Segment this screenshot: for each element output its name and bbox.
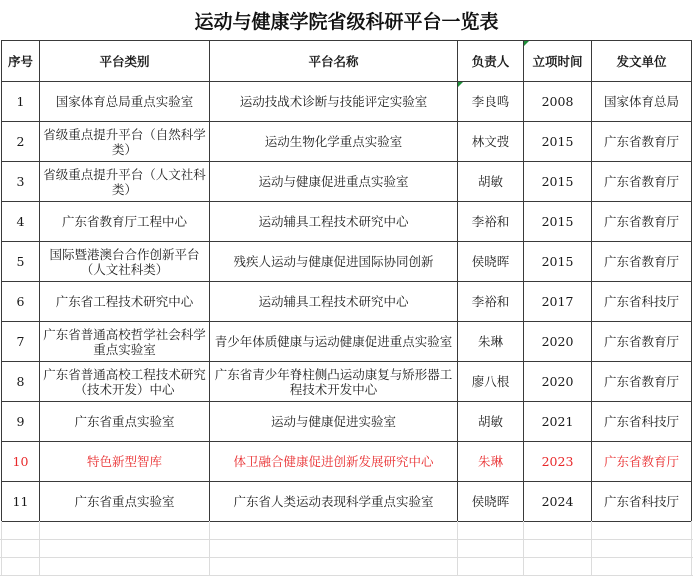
cell-issuer: 广东省科技厅 xyxy=(592,482,692,522)
table-row xyxy=(2,242,692,282)
cell-issuer: 广东省科技厅 xyxy=(592,402,692,442)
header-issuer: 发文单位 xyxy=(592,41,692,82)
table-row xyxy=(2,82,692,122)
cell-name: 运动生物化学重点实验室 xyxy=(210,122,458,162)
cell-year: 2015 xyxy=(524,202,592,242)
cell-leader: 李裕和 xyxy=(458,202,524,242)
cell-no: 11 xyxy=(2,482,40,522)
table-row xyxy=(2,162,692,202)
page-title: 运动与健康学院省级科研平台一览表 xyxy=(194,10,499,33)
cell-no: 8 xyxy=(2,362,40,402)
cell-year: 2020 xyxy=(524,362,592,402)
cell-no: 4 xyxy=(2,202,40,242)
cell-leader: 侯晓晖 xyxy=(458,482,524,522)
cell-category: 国际暨港澳台合作创新平台（人文社科类） xyxy=(40,242,210,282)
table-row xyxy=(2,282,692,322)
cell-no: 9 xyxy=(2,402,40,442)
cell-year: 2015 xyxy=(524,122,592,162)
cell-leader: 朱琳 xyxy=(458,322,524,362)
cell-category: 广东省普通高校工程技术研究（技术开发）中心 xyxy=(40,362,210,402)
cell-leader: 胡敏 xyxy=(458,162,524,202)
cell-no: 2 xyxy=(2,122,40,162)
cell-year: 2015 xyxy=(524,162,592,202)
cell-name: 运动技战术诊断与技能评定实验室 xyxy=(210,82,458,122)
header-leader: 负责人 xyxy=(458,41,524,82)
cell-issuer: 国家体育总局 xyxy=(592,82,692,122)
cell-year: 2021 xyxy=(524,402,592,442)
cell-issuer: 广东省教育厅 xyxy=(592,162,692,202)
cell-year: 2017 xyxy=(524,282,592,322)
cell-name: 运动与健康促进实验室 xyxy=(210,402,458,442)
cell-year: 2024 xyxy=(524,482,592,522)
cell-issuer: 广东省教育厅 xyxy=(592,122,692,162)
cell-issuer: 广东省科技厅 xyxy=(592,282,692,322)
cell-leader: 李良鸣 xyxy=(458,82,524,122)
header-category: 平台类别 xyxy=(40,41,210,82)
cell-leader: 廖八根 xyxy=(458,362,524,402)
cell-issuer: 广东省教育厅 xyxy=(592,202,692,242)
cell-name: 运动辅具工程技术研究中心 xyxy=(210,282,458,322)
cell-leader: 李裕和 xyxy=(458,282,524,322)
cell-year: 2020 xyxy=(524,322,592,362)
cell-year: 2008 xyxy=(524,82,592,122)
table-row xyxy=(2,442,692,482)
table-row xyxy=(2,362,692,402)
cell-category: 广东省重点实验室 xyxy=(40,482,210,522)
cell-name: 运动与健康促进重点实验室 xyxy=(210,162,458,202)
header-year: 立项时间 xyxy=(524,41,592,82)
cell-year: 2015 xyxy=(524,242,592,282)
cell-category: 省级重点提升平台（人文社科类） xyxy=(40,162,210,202)
cell-leader: 朱琳 xyxy=(458,442,524,482)
cell-category: 省级重点提升平台（自然科学类） xyxy=(40,122,210,162)
cell-issuer: 广东省教育厅 xyxy=(592,242,692,282)
cell-name: 体卫融合健康促进创新发展研究中心 xyxy=(210,442,458,482)
cell-category: 广东省工程技术研究中心 xyxy=(40,282,210,322)
cell-no: 1 xyxy=(2,82,40,122)
cell-issuer: 广东省教育厅 xyxy=(592,322,692,362)
cell-category: 国家体育总局重点实验室 xyxy=(40,82,210,122)
table-row xyxy=(2,322,692,362)
cell-leader: 侯晓晖 xyxy=(458,242,524,282)
header-no: 序号 xyxy=(2,41,40,82)
table-row xyxy=(2,202,692,242)
header-row xyxy=(2,41,692,82)
cell-name: 青少年体质健康与运动健康促进重点实验室 xyxy=(210,322,458,362)
cell-no: 5 xyxy=(2,242,40,282)
cell-name: 运动辅具工程技术研究中心 xyxy=(210,202,458,242)
cell-no: 10 xyxy=(2,442,40,482)
cell-leader: 林文弢 xyxy=(458,122,524,162)
cell-name: 广东省青少年脊柱侧凸运动康复与矫形器工程技术开发中心 xyxy=(210,362,458,402)
cell-name: 残疾人运动与健康促进国际协同创新 xyxy=(210,242,458,282)
cell-name: 广东省人类运动表现科学重点实验室 xyxy=(210,482,458,522)
cell-category: 广东省普通高校哲学社会科学重点实验室 xyxy=(40,322,210,362)
cell-issuer: 广东省教育厅 xyxy=(592,442,692,482)
cell-no: 6 xyxy=(2,282,40,322)
cell-issuer: 广东省教育厅 xyxy=(592,362,692,402)
table-row xyxy=(2,122,692,162)
cell-year: 2023 xyxy=(524,442,592,482)
cell-no: 7 xyxy=(2,322,40,362)
table-row xyxy=(2,402,692,442)
cell-category: 特色新型智库 xyxy=(40,442,210,482)
platform-table xyxy=(1,40,692,522)
table-row xyxy=(2,482,692,522)
cell-leader: 胡敏 xyxy=(458,402,524,442)
cell-category: 广东省教育厅工程中心 xyxy=(40,202,210,242)
header-name: 平台名称 xyxy=(210,41,458,82)
cell-category: 广东省重点实验室 xyxy=(40,402,210,442)
cell-no: 3 xyxy=(2,162,40,202)
